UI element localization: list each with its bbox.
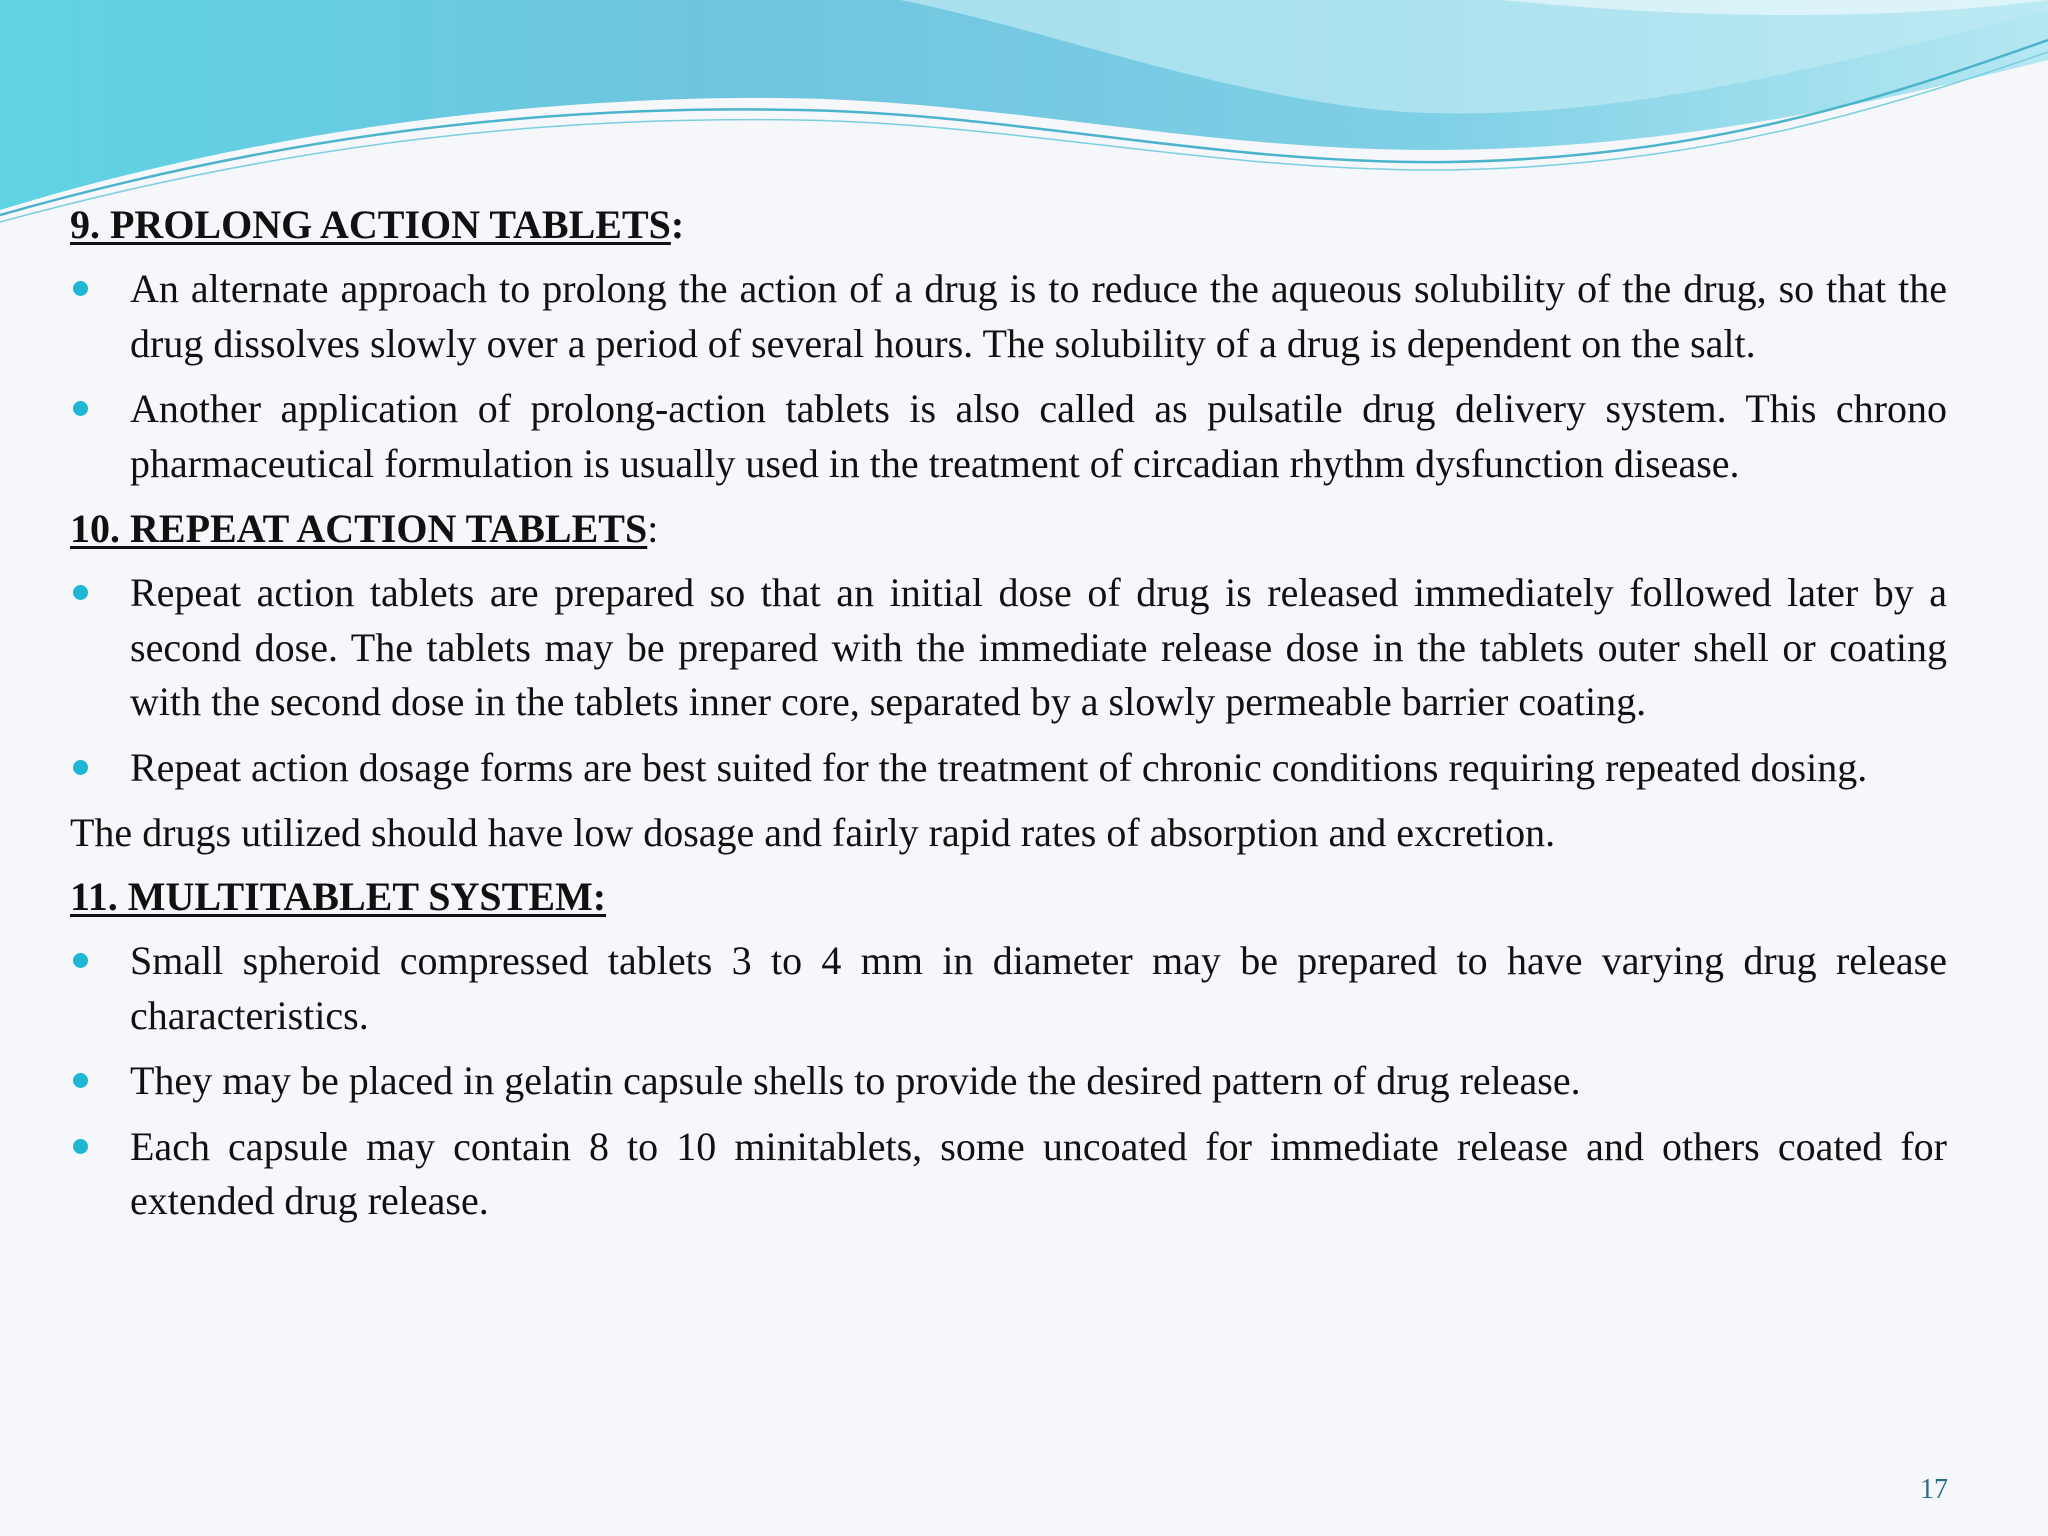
list-item: They may be placed in gelatin capsule shells to provide the desired pattern of drug release.	[70, 1054, 1947, 1109]
bullet-list	[70, 566, 1947, 795]
heading-colon: :	[647, 506, 659, 551]
heading-colon: :	[670, 202, 685, 247]
heading-text: 11. MULTITABLET SYSTEM:	[70, 874, 607, 919]
bullet-dot-icon	[73, 1073, 88, 1088]
bullet-dot-icon	[73, 401, 88, 416]
bullet-dot-icon	[73, 953, 88, 968]
list-item: Small spheroid compressed tablets 3 to 4 mm in diameter may be prepared to have varying drug release characteristics.	[70, 934, 1947, 1043]
list-item: Each capsule may contain 8 to 10 minitablets, some uncoated for immediate release and others coated for extended drug release.	[70, 1120, 1947, 1229]
heading-text: 10. REPEAT ACTION TABLETS	[70, 506, 648, 551]
heading-text: 9. PROLONG ACTION TABLETS	[70, 202, 671, 247]
page-number: 17	[1920, 1474, 1948, 1505]
section-heading-repeat-action	[70, 502, 1947, 556]
bullet-list	[70, 934, 1947, 1229]
section-heading-multitablet	[70, 870, 1947, 924]
list-item: An alternate approach to prolong the action of a drug is to reduce the aqueous solubility of the drug, so that the drug dissolves slowly over a period of several hours. The solubility of a drug is dependent on the salt.	[70, 262, 1947, 371]
bullet-dot-icon	[73, 760, 88, 775]
section-heading-prolong-action	[70, 198, 1947, 252]
list-item: Another application of prolong-action tablets is also called as pulsatile drug delivery system. This chrono pharmaceutical formulation is usually used in the treatment of circadian rhythm dysfunction disease.	[70, 382, 1947, 491]
slide-body	[70, 198, 1947, 1240]
bullet-dot-icon	[73, 1139, 88, 1154]
bullet-list	[70, 262, 1947, 491]
bullet-dot-icon	[73, 585, 88, 600]
note-text: The drugs utilized should have low dosage and fairly rapid rates of absorption and excretion.	[70, 810, 1556, 855]
list-item: Repeat action dosage forms are best suited for the treatment of chronic conditions requiring repeated dosing.	[70, 741, 1947, 796]
list-item: Repeat action tablets are prepared so that an initial dose of drug is released immediately followed later by a second dose. The tablets may be prepared with the immediate release dose in the tablets outer shell or coating with the second dose in the tablets inner core, separated by a slowly permeable barrier coating.	[70, 566, 1947, 730]
bullet-dot-icon	[73, 281, 88, 296]
